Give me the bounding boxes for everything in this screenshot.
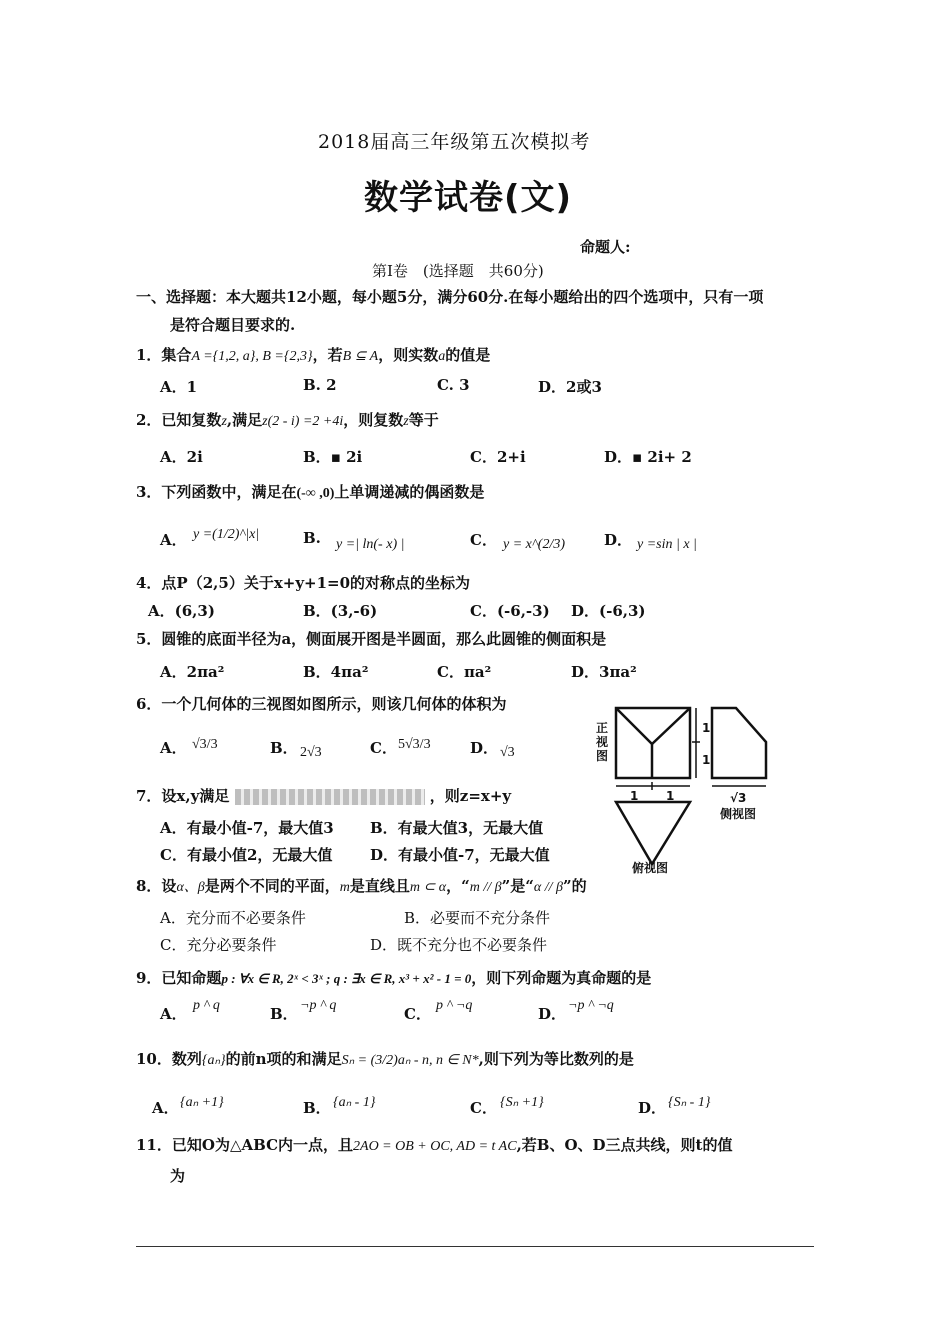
question-3-option-d-label: D． — [604, 531, 633, 549]
question-8-option-a: A．充分而不必要条件 — [160, 909, 306, 927]
question-9-option-c-label: C． — [404, 1005, 431, 1023]
question-4-option-c: C．(-6,-3) — [470, 602, 550, 620]
question-7-option-a: A．有最小值-7，最大值3 — [160, 819, 334, 837]
question-9-option-b-label: B． — [270, 1005, 298, 1023]
exam-title: 数学试卷(文) — [364, 178, 573, 218]
svg-text:图: 图 — [596, 749, 609, 763]
footer-divider — [136, 1246, 814, 1247]
svg-text:1: 1 — [702, 753, 711, 767]
part1-instruction-line2: 是符合题目要求的. — [170, 316, 296, 334]
question-1-stem: 1．集合A ={1,2, a}, B ={2,3}，若B ⊆ A，则实数a的值是 — [136, 346, 491, 364]
question-3-option-a-label: A． — [160, 531, 187, 549]
question-10-stem: 10．数列{aₙ}的前n项的和满足Sₙ = (3/2)aₙ - n, n ∈ N*,则下列为等比数列的是 — [136, 1050, 634, 1068]
question-9-stem: 9．已知命题p : ∀x ∈ R, 2ˣ < 3ˣ ; q : ∃x ∈ R, x³ + x² - 1 = 0，则下列命题为真命题的是 — [136, 969, 652, 987]
question-3-stem: 3．下列函数中，满足在(-∞ ,0)上单调递减的偶函数是 — [136, 483, 485, 501]
question-3-option-d-formula: y =sin | x | — [637, 537, 697, 552]
question-5-option-d: D．3πa² — [571, 663, 637, 681]
svg-text:1: 1 — [702, 721, 711, 735]
question-10-option-d-formula: {Sₙ - 1} — [668, 1095, 711, 1110]
question-9-option-a-formula: p ^ q — [193, 998, 220, 1013]
question-3-option-c-formula: y = x^(2/3) — [503, 537, 565, 552]
question-9-option-d-label: D． — [538, 1005, 567, 1023]
question-10-option-b-label: B． — [303, 1099, 331, 1117]
svg-text:视: 视 — [596, 735, 609, 749]
question-10-option-c-label: C． — [470, 1099, 497, 1117]
question-6-option-a-formula: √3/3 — [192, 737, 218, 752]
question-1-option-a: A．1 — [160, 378, 198, 396]
author-label: 命题人: — [580, 238, 631, 256]
three-view-figure — [590, 702, 780, 874]
svg-text:1: 1 — [666, 789, 675, 803]
question-6-option-c-formula: 5√3/3 — [398, 737, 431, 752]
question-8-stem: 8．设α、β是两个不同的平面，m是直线且m ⊂ α，“m // β”是“α // β”的 — [136, 877, 587, 895]
question-6-option-b-formula: 2√3 — [300, 745, 322, 760]
side-view-shape — [712, 708, 766, 778]
question-2-option-c: C．2+i — [470, 448, 526, 466]
question-3-option-b-formula: y =| ln(- x) | — [336, 537, 405, 552]
svg-text:√3: √3 — [730, 791, 747, 805]
question-4-option-a: A．(6,3) — [148, 602, 215, 620]
question-6-option-c-label: C． — [370, 739, 397, 757]
question-2-option-a: A．2i — [160, 448, 203, 466]
svg-text:1: 1 — [630, 789, 639, 803]
front-view-lines — [616, 708, 690, 744]
question-6-option-d-label: D． — [470, 739, 499, 757]
question-6-option-d-formula: √3 — [500, 745, 515, 760]
front-view-label-1: 正 — [596, 721, 609, 735]
question-2-option-d: D．▪ 2i+ 2 — [604, 448, 692, 466]
question-3-option-a-formula: y =(1/2)^|x| — [193, 527, 260, 542]
question-10-option-a-formula: {aₙ +1} — [180, 1095, 224, 1110]
question-10-option-d-label: D． — [638, 1099, 667, 1117]
exam-series-title: 2018届高三年级第五次模拟考 — [318, 131, 591, 153]
question-1-option-c: C. 3 — [437, 376, 470, 394]
question-4-stem: 4．点P（2,5）关于x+y+1=0的对称点的坐标为 — [136, 574, 471, 592]
question-3-option-c-label: C． — [470, 531, 497, 549]
question-4-option-b: B．(3,-6) — [303, 602, 378, 620]
part1-instruction-line1: 一、选择题：本大题共12小题，每小题5分，满分60分.在每小题给出的四个选项中，只有一项 — [136, 288, 764, 306]
question-4-option-d: D．(-6,3) — [571, 602, 646, 620]
question-1-option-b: B. 2 — [303, 376, 337, 394]
question-1-option-d: D．2或3 — [538, 378, 602, 396]
question-5-option-a: A．2πa² — [160, 663, 225, 681]
question-5-option-b: B．4πa² — [303, 663, 369, 681]
question-7-stem: 7．设x,y满足 ，则z=x+y — [136, 787, 512, 805]
question-9-option-b-formula: ¬p ^ q — [300, 998, 337, 1013]
question-2-stem: 2．已知复数z,满足z(2 - i) =2 +4i，则复数z等于 — [136, 411, 439, 429]
question-6-option-a-label: A． — [160, 739, 187, 757]
constraint-system-image — [235, 789, 425, 805]
question-10-option-b-formula: {aₙ - 1} — [333, 1095, 376, 1110]
question-2-option-b: B．▪ 2i — [303, 448, 363, 466]
question-10-option-c-formula: {Sₙ +1} — [500, 1095, 544, 1110]
question-3-option-b-label: B. — [303, 529, 321, 547]
question-8-option-d: D．既不充分也不必要条件 — [370, 936, 548, 954]
top-view-triangle — [616, 802, 690, 864]
question-7-option-b: B．有最大值3，无最大值 — [370, 819, 544, 837]
question-6-stem: 6．一个几何体的三视图如图所示，则该几何体的体积为 — [136, 695, 507, 713]
section-heading: 第Ⅰ卷 (选择题 共60分) — [372, 262, 544, 280]
question-7-option-d: D．有最小值-7，无最大值 — [370, 846, 550, 864]
question-9-option-a-label: A． — [160, 1005, 187, 1023]
question-5-option-c: C．πa² — [437, 663, 492, 681]
question-5-stem: 5．圆锥的底面半径为a，侧面展开图是半圆面，那么此圆锥的侧面积是 — [136, 630, 607, 648]
question-9-option-c-formula: p ^ ¬q — [436, 998, 473, 1013]
question-6-option-b-label: B． — [270, 739, 298, 757]
question-8-option-c: C．充分必要条件 — [160, 936, 277, 954]
question-9-option-d-formula: ¬p ^ ¬q — [568, 998, 614, 1013]
question-7-option-c: C．有最小值2，无最大值 — [160, 846, 333, 864]
question-10-option-a-label: A． — [152, 1099, 179, 1117]
top-view-label: 俯视图 — [632, 861, 669, 874]
question-11-stem: 11．已知O为△ABC内一点，且2AO = OB + OC, AD = t AC,若B、O、D三点共线，则t的值 — [136, 1136, 733, 1154]
side-view-label: 侧视图 — [720, 807, 757, 821]
question-8-option-b: B．必要而不充分条件 — [404, 909, 551, 927]
question-11-stem-continued: 为 — [170, 1167, 186, 1185]
